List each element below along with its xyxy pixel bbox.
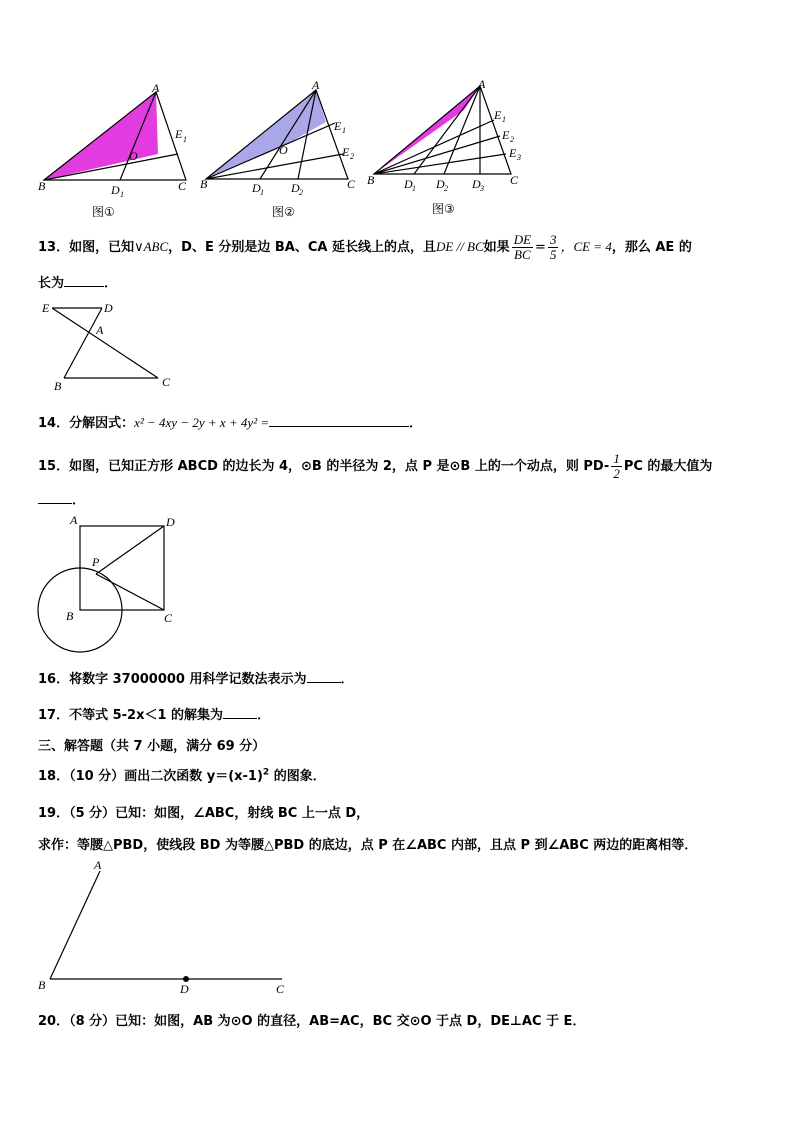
svg-text:B: B bbox=[38, 978, 46, 992]
svg-text:B: B bbox=[367, 173, 375, 187]
svg-text:E: E bbox=[494, 108, 502, 122]
question-16: 16．将数字 37000000 用科学记数法表示为 ． bbox=[38, 672, 354, 687]
fraction-3-5: $\frac{3}{5}$ bbox=[549, 232, 557, 262]
svg-text:C: C bbox=[276, 982, 285, 996]
figure-q13 bbox=[38, 298, 178, 393]
svg-text:D: D bbox=[252, 181, 261, 195]
label-O: O bbox=[129, 149, 138, 163]
figure-1-caption: 图① bbox=[92, 205, 115, 219]
question-18: 18．（10 分）画出二次函数 $y=(x-1)^2$ 的图象． bbox=[38, 767, 326, 784]
question-13-line2: 长为 ． bbox=[38, 276, 118, 291]
question-15-line2: ． bbox=[38, 489, 85, 508]
svg-text:1: 1 bbox=[120, 190, 124, 199]
svg-text:D: D bbox=[436, 177, 445, 191]
svg-text:C: C bbox=[510, 173, 519, 187]
answer-blank[interactable] bbox=[38, 491, 72, 504]
svg-text:2: 2 bbox=[350, 152, 354, 161]
svg-text:B: B bbox=[66, 609, 74, 623]
label-A: A bbox=[152, 84, 160, 95]
answer-blank[interactable] bbox=[307, 670, 341, 683]
svg-text:2: 2 bbox=[510, 135, 514, 144]
svg-text:P: P bbox=[92, 555, 100, 569]
svg-text:E: E bbox=[42, 301, 50, 315]
svg-text:D: D bbox=[472, 177, 481, 191]
svg-text:O: O bbox=[279, 143, 288, 157]
fraction-de-bc: $\frac{DE}{BC}$ bbox=[513, 232, 532, 262]
svg-text:D: D bbox=[291, 181, 300, 195]
figure-q19 bbox=[36, 855, 296, 1000]
question-19: 19．（5 分）已知：如图，∠ABC，射线 BC 上一点 D， bbox=[38, 806, 370, 821]
svg-text:1: 1 bbox=[183, 135, 187, 144]
svg-text:1: 1 bbox=[260, 188, 264, 197]
svg-text:1: 1 bbox=[342, 126, 346, 135]
svg-text:2: 2 bbox=[444, 184, 448, 193]
svg-text:A: A bbox=[70, 513, 78, 527]
question-13: 13．如图，已知∨ABC，D、E 分别是边 BA、CA 延长线上的点，且DE // BC如果 $\frac{DE}{BC}$ = $\frac{3}{5}$ ，CE = 4，那么 AE 的 bbox=[38, 232, 692, 262]
label-C: C bbox=[178, 179, 187, 193]
svg-text:A: A bbox=[478, 78, 486, 91]
label-D1: D bbox=[111, 183, 120, 197]
svg-text:A: A bbox=[94, 858, 102, 872]
svg-text:2: 2 bbox=[299, 188, 303, 197]
question-17: 17．不等式 5-2x＜1 的解集为 ． bbox=[38, 708, 271, 723]
svg-text:1: 1 bbox=[502, 115, 506, 124]
question-20: 20．（8 分）已知：如图，AB 为⊙O 的直径，AB=AC，BC 交⊙O 于点 D，DE⊥AC 于 E． bbox=[38, 1014, 586, 1029]
figure-2 bbox=[198, 80, 368, 215]
figure-3-caption: 图③ bbox=[432, 202, 455, 216]
svg-text:C: C bbox=[162, 375, 171, 389]
svg-text:E: E bbox=[509, 146, 517, 160]
svg-text:D: D bbox=[180, 982, 189, 996]
figure-2-caption: 图② bbox=[272, 205, 295, 219]
answer-blank[interactable] bbox=[269, 414, 409, 427]
svg-text:D: D bbox=[166, 515, 175, 529]
figure-q15 bbox=[36, 510, 186, 655]
fraction-1-2: $\frac{1}{2}$ bbox=[613, 451, 620, 481]
figure-3 bbox=[366, 78, 531, 213]
svg-text:E: E bbox=[502, 128, 510, 142]
label-E1: E bbox=[175, 127, 183, 141]
question-14: 14．分解因式：x² − 4xy − 2y + x + 4y² = ． bbox=[38, 415, 423, 431]
svg-text:D: D bbox=[404, 177, 413, 191]
svg-text:3: 3 bbox=[517, 153, 521, 162]
svg-text:B: B bbox=[200, 177, 208, 191]
figure-1 bbox=[36, 84, 196, 219]
svg-text:C: C bbox=[347, 177, 356, 191]
svg-text:1: 1 bbox=[412, 184, 416, 193]
svg-text:A: A bbox=[312, 80, 320, 92]
answer-blank[interactable] bbox=[223, 706, 257, 719]
svg-text:C: C bbox=[164, 611, 173, 625]
svg-text:E: E bbox=[334, 119, 342, 133]
svg-text:D: D bbox=[104, 301, 113, 315]
svg-text:A: A bbox=[96, 323, 104, 337]
section-3-title: 三、解答题（共 7 小题，满分 69 分） bbox=[38, 739, 266, 754]
label-B: B bbox=[38, 179, 46, 193]
question-19-task: 求作：等腰△PBD，使线段 BD 为等腰△PBD 的底边，点 P 在∠ABC 内部，且点 P 到∠ABC 两边的距离相等． bbox=[38, 838, 698, 853]
question-15: 15．如图，已知正方形 ABCD 的边长为 4，⊙B 的半径为 2，点 P 是⊙B 上的一个动点，则 PD- $\frac{1}{2}$ PC 的最大值为 bbox=[38, 451, 713, 481]
answer-blank[interactable] bbox=[64, 274, 104, 287]
svg-text:3: 3 bbox=[480, 184, 484, 193]
svg-text:B: B bbox=[54, 379, 62, 393]
svg-text:E: E bbox=[342, 145, 350, 159]
